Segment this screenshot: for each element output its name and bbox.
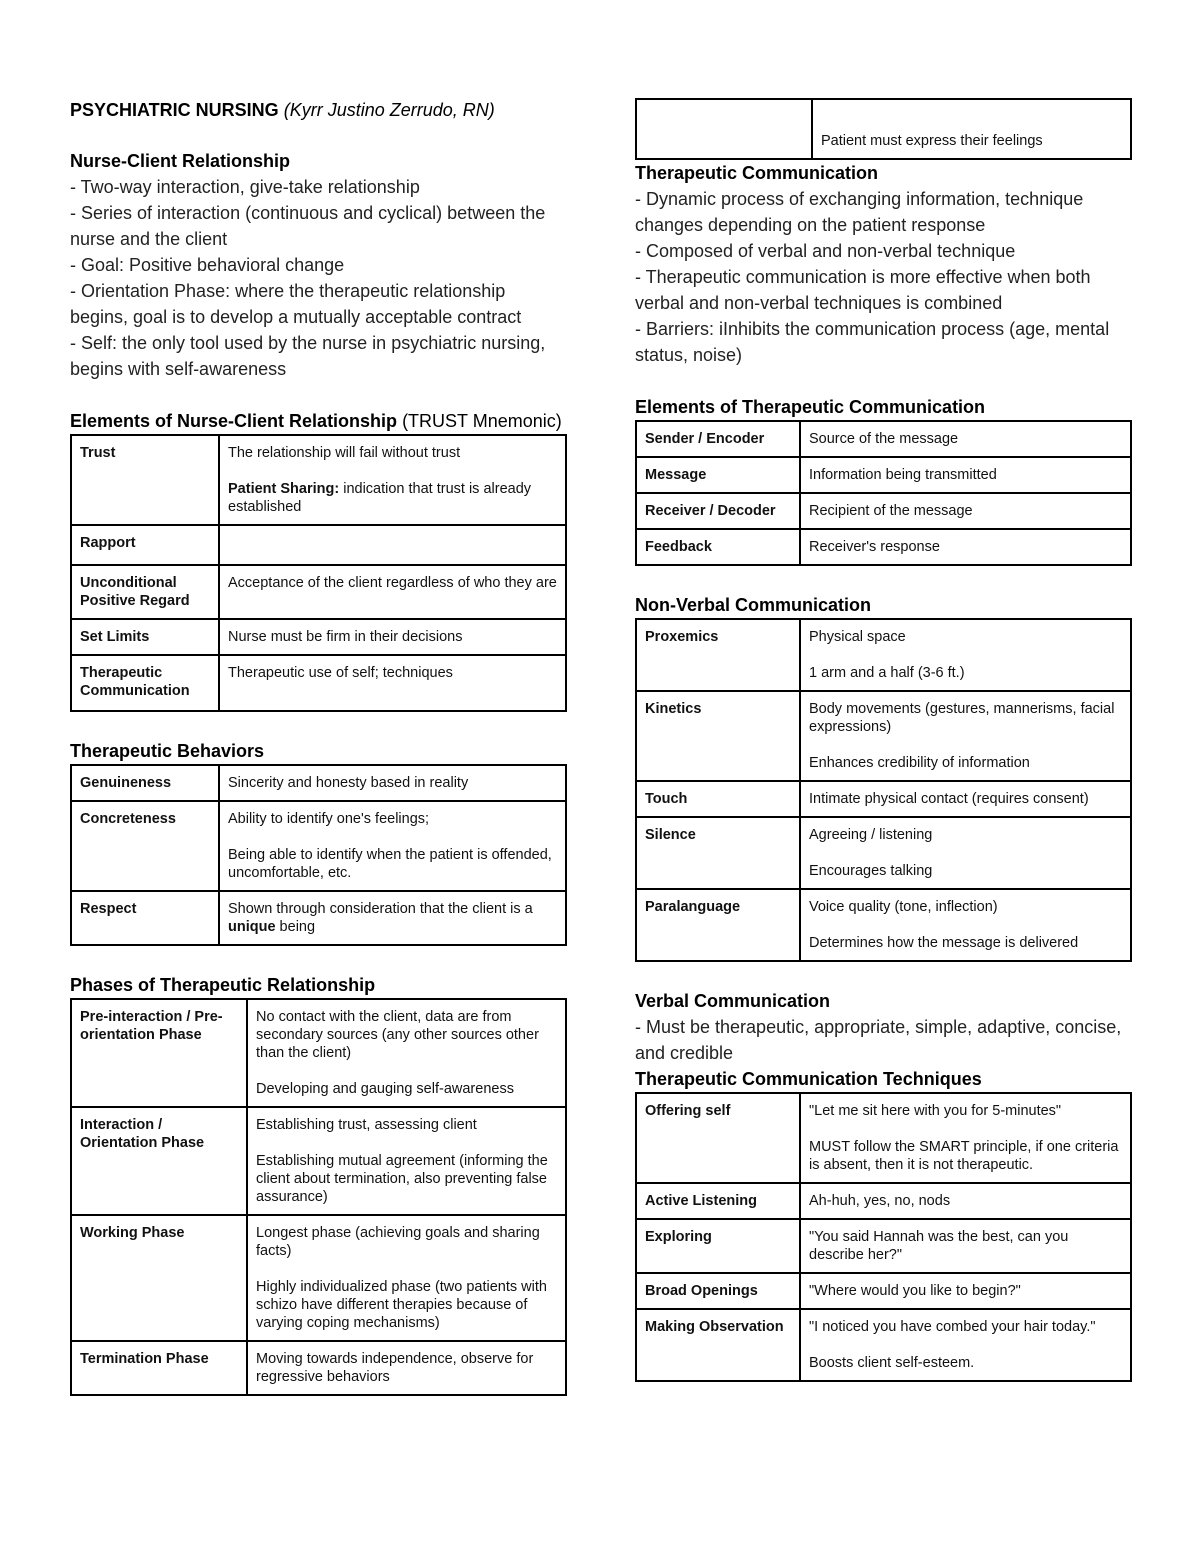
ncr-bullet: - Goal: Positive behavioral change bbox=[70, 255, 345, 275]
table-row bbox=[636, 421, 1131, 457]
desc-cell bbox=[800, 457, 1131, 493]
desc-line: No contact with the client, data are from secondary sources (any other sources other than the client) bbox=[256, 1009, 539, 1061]
desc-line bbox=[228, 900, 557, 936]
table-row bbox=[636, 691, 1131, 781]
desc-cell bbox=[219, 801, 566, 891]
desc-bold: unique bbox=[228, 919, 276, 935]
term-cell: Feedback bbox=[636, 529, 800, 565]
term-cell: Trust bbox=[71, 435, 219, 525]
term-cell: Interaction / Orientation Phase bbox=[71, 1107, 247, 1215]
term-cell: Genuineness bbox=[71, 765, 219, 801]
table-row bbox=[71, 525, 566, 565]
table-row bbox=[636, 1273, 1131, 1309]
desc-line: Receiver's response bbox=[809, 539, 940, 555]
term-cell: Message bbox=[636, 457, 800, 493]
term-cell: Exploring bbox=[636, 1219, 800, 1273]
elements-ncr-title: Elements of Nurse-Client Relationship bbox=[70, 411, 398, 431]
table-row bbox=[71, 801, 566, 891]
desc-cell bbox=[800, 1093, 1131, 1183]
elements-tc-heading: Elements of Therapeutic Communication bbox=[635, 397, 986, 417]
desc-cell bbox=[800, 1219, 1131, 1273]
term-cell: Therapeutic Communication bbox=[71, 655, 219, 711]
ncr-bullet: - Series of interaction (continuous and cyclical) between the nurse and the client bbox=[70, 203, 546, 249]
desc-cell bbox=[219, 619, 566, 655]
term-cell: Silence bbox=[636, 817, 800, 889]
verbal-heading: Verbal Communication bbox=[635, 991, 831, 1011]
desc-cell bbox=[800, 619, 1131, 691]
desc-line: Determines how the message is delivered bbox=[809, 935, 1079, 951]
desc-line: Physical space bbox=[809, 629, 906, 645]
desc-line: Nurse must be firm in their decisions bbox=[228, 629, 463, 645]
desc-line: Enhances credibility of information bbox=[809, 755, 1030, 771]
desc-line: Body movements (gestures, mannerisms, facial expressions) bbox=[809, 701, 1115, 735]
desc-line: Ah-huh, yes, no, nods bbox=[809, 1193, 951, 1209]
table-row bbox=[71, 891, 566, 945]
desc-cell bbox=[219, 655, 566, 711]
phases-heading: Phases of Therapeutic Relationship bbox=[70, 975, 376, 995]
term-cell: Unconditional Positive Regard bbox=[71, 565, 219, 619]
ncr-heading: Nurse-Client Relationship bbox=[70, 151, 291, 171]
desc-cell bbox=[800, 421, 1131, 457]
desc-line: Patient must express their feelings bbox=[821, 133, 1043, 149]
table-row bbox=[71, 619, 566, 655]
desc-line: Source of the message bbox=[809, 431, 959, 447]
author-text: (Kyrr Justino Zerrudo, RN) bbox=[283, 100, 495, 120]
table-row bbox=[71, 1215, 566, 1341]
desc-text: indication that trust is already established bbox=[228, 481, 532, 515]
table-row bbox=[636, 889, 1131, 961]
term-cell: Kinetics bbox=[636, 691, 800, 781]
desc-bold: Patient Sharing: bbox=[228, 481, 340, 497]
desc-line: Boosts client self-esteem. bbox=[809, 1355, 975, 1371]
term-cell: Touch bbox=[636, 781, 800, 817]
term-cell bbox=[636, 99, 812, 159]
desc-cell bbox=[812, 99, 1131, 159]
right-column bbox=[635, 98, 1133, 1382]
term-cell: Respect bbox=[71, 891, 219, 945]
term-cell: Termination Phase bbox=[71, 1341, 247, 1395]
desc-line: Intimate physical contact (requires consent) bbox=[809, 791, 1089, 807]
desc-line: "Let me sit here with you for 5-minutes" bbox=[809, 1103, 1062, 1119]
desc-cell bbox=[219, 435, 566, 525]
tc-bullet: - Composed of verbal and non-verbal technique bbox=[635, 241, 1016, 261]
desc-line: Acceptance of the client regardless of who they are bbox=[228, 575, 557, 591]
tc-bullet: - Barriers: iInhibits the communication process (age, mental status, noise) bbox=[635, 319, 1110, 365]
desc-cell bbox=[219, 525, 566, 565]
nonverbal-heading: Non-Verbal Communication bbox=[635, 595, 872, 615]
table-row bbox=[636, 1219, 1131, 1273]
techniques-table bbox=[635, 1092, 1132, 1382]
desc-cell bbox=[800, 529, 1131, 565]
desc-cell bbox=[800, 1273, 1131, 1309]
tc-bullets bbox=[635, 186, 1133, 368]
desc-cell bbox=[800, 493, 1131, 529]
nonverbal-table bbox=[635, 618, 1132, 962]
desc-line: Information being transmitted bbox=[809, 467, 997, 483]
desc-cell bbox=[219, 891, 566, 945]
table-row bbox=[636, 1093, 1131, 1183]
left-column bbox=[70, 98, 568, 1396]
desc-line: Agreeing / listening bbox=[809, 827, 933, 843]
verbal-bullets bbox=[635, 1014, 1133, 1066]
ncr-bullet: - Self: the only tool used by the nurse in psychiatric nursing, begins with self-awareness bbox=[70, 333, 546, 379]
techniques-heading: Therapeutic Communication Techniques bbox=[635, 1069, 982, 1089]
desc-cell bbox=[219, 565, 566, 619]
elements-ncr-suffix: (TRUST Mnemonic) bbox=[397, 411, 562, 431]
desc-line: Highly individualized phase (two patients with schizo have different therapies because of varying coping mechanisms) bbox=[256, 1279, 547, 1331]
verbal-bullet: - Must be therapeutic, appropriate, simple, adaptive, concise, and credible bbox=[635, 1017, 1122, 1063]
tc-bullet: - Therapeutic communication is more effective when both verbal and non-verbal techniques is combined bbox=[635, 267, 1091, 313]
term-cell: Broad Openings bbox=[636, 1273, 800, 1309]
table-row bbox=[636, 493, 1131, 529]
desc-line: Moving towards independence, observe for regressive behaviors bbox=[256, 1351, 534, 1385]
desc-line: Voice quality (tone, inflection) bbox=[809, 899, 998, 915]
desc-cell bbox=[800, 817, 1131, 889]
desc-line: The relationship will fail without trust bbox=[228, 445, 461, 461]
desc-line: Being able to identify when the patient is offended, uncomfortable, etc. bbox=[228, 847, 552, 881]
desc-cell bbox=[247, 999, 566, 1107]
desc-line bbox=[228, 480, 557, 516]
desc-line: 1 arm and a half (3-6 ft.) bbox=[809, 665, 965, 681]
term-cell: Offering self bbox=[636, 1093, 800, 1183]
ncr-bullets bbox=[70, 174, 568, 382]
desc-cell bbox=[247, 1215, 566, 1341]
behaviors-table bbox=[70, 764, 567, 946]
table-row bbox=[71, 565, 566, 619]
desc-line: "Where would you like to begin?" bbox=[809, 1283, 1021, 1299]
desc-line: Ability to identify one's feelings; bbox=[228, 811, 430, 827]
desc-text: Shown through consideration that the client is a bbox=[228, 901, 533, 917]
desc-line: "I noticed you have combed your hair today." bbox=[809, 1319, 1096, 1335]
table-row bbox=[636, 781, 1131, 817]
table-row bbox=[636, 1183, 1131, 1219]
table-row bbox=[71, 1107, 566, 1215]
desc-line: Recipient of the message bbox=[809, 503, 973, 519]
term-cell: Paralanguage bbox=[636, 889, 800, 961]
table-row bbox=[71, 765, 566, 801]
elements-ncr-table bbox=[70, 434, 567, 712]
desc-line: Developing and gauging self-awareness bbox=[256, 1081, 514, 1097]
table-row bbox=[71, 1341, 566, 1395]
table-row bbox=[636, 529, 1131, 565]
table-row bbox=[71, 655, 566, 711]
term-cell: Proxemics bbox=[636, 619, 800, 691]
tc-bullet: - Dynamic process of exchanging information, technique changes depending on the patient response bbox=[635, 189, 1084, 235]
desc-cell bbox=[247, 1107, 566, 1215]
desc-line: "You said Hannah was the best, can you describe her?" bbox=[809, 1229, 1069, 1263]
desc-line: Therapeutic use of self; techniques bbox=[228, 665, 453, 681]
desc-line: Sincerity and honesty based in reality bbox=[228, 775, 469, 791]
desc-line: Establishing mutual agreement (informing the client about termination, also preventing false assurance) bbox=[256, 1153, 548, 1205]
term-cell: Pre-interaction / Pre-orientation Phase bbox=[71, 999, 247, 1107]
desc-cell bbox=[219, 765, 566, 801]
term-cell: Concreteness bbox=[71, 801, 219, 891]
table-row bbox=[636, 457, 1131, 493]
term-cell: Set Limits bbox=[71, 619, 219, 655]
ncr-bullet: - Orientation Phase: where the therapeutic relationship begins, goal is to develop a mutually acceptable contract bbox=[70, 281, 522, 327]
desc-line: Encourages talking bbox=[809, 863, 933, 879]
desc-cell bbox=[800, 691, 1131, 781]
desc-cell bbox=[800, 889, 1131, 961]
term-cell: Rapport bbox=[71, 525, 219, 565]
term-cell: Sender / Encoder bbox=[636, 421, 800, 457]
desc-line: MUST follow the SMART principle, if one criteria is absent, then it is not therapeutic. bbox=[809, 1139, 1119, 1173]
term-cell: Receiver / Decoder bbox=[636, 493, 800, 529]
table-row bbox=[71, 435, 566, 525]
table-row bbox=[636, 99, 1131, 159]
table-row bbox=[636, 817, 1131, 889]
phases-table bbox=[70, 998, 567, 1396]
elements-tc-table bbox=[635, 420, 1132, 566]
continued-table bbox=[635, 98, 1132, 160]
elements-ncr-heading bbox=[70, 408, 568, 434]
desc-text: being bbox=[275, 919, 316, 935]
ncr-bullet: - Two-way interaction, give-take relationship bbox=[70, 177, 420, 197]
table-row bbox=[636, 619, 1131, 691]
table-row bbox=[636, 1309, 1131, 1381]
behaviors-heading: Therapeutic Behaviors bbox=[70, 741, 265, 761]
title-text: PSYCHIATRIC NURSING bbox=[70, 100, 279, 120]
tc-heading: Therapeutic Communication bbox=[635, 163, 879, 183]
table-row bbox=[71, 999, 566, 1107]
desc-cell bbox=[247, 1341, 566, 1395]
desc-line: Establishing trust, assessing client bbox=[256, 1117, 477, 1133]
desc-cell bbox=[800, 1183, 1131, 1219]
document-title bbox=[70, 98, 568, 122]
desc-cell bbox=[800, 781, 1131, 817]
desc-cell bbox=[800, 1309, 1131, 1381]
term-cell: Making Observation bbox=[636, 1309, 800, 1381]
term-cell: Working Phase bbox=[71, 1215, 247, 1341]
desc-line: Longest phase (achieving goals and sharing facts) bbox=[256, 1225, 540, 1259]
term-cell: Active Listening bbox=[636, 1183, 800, 1219]
